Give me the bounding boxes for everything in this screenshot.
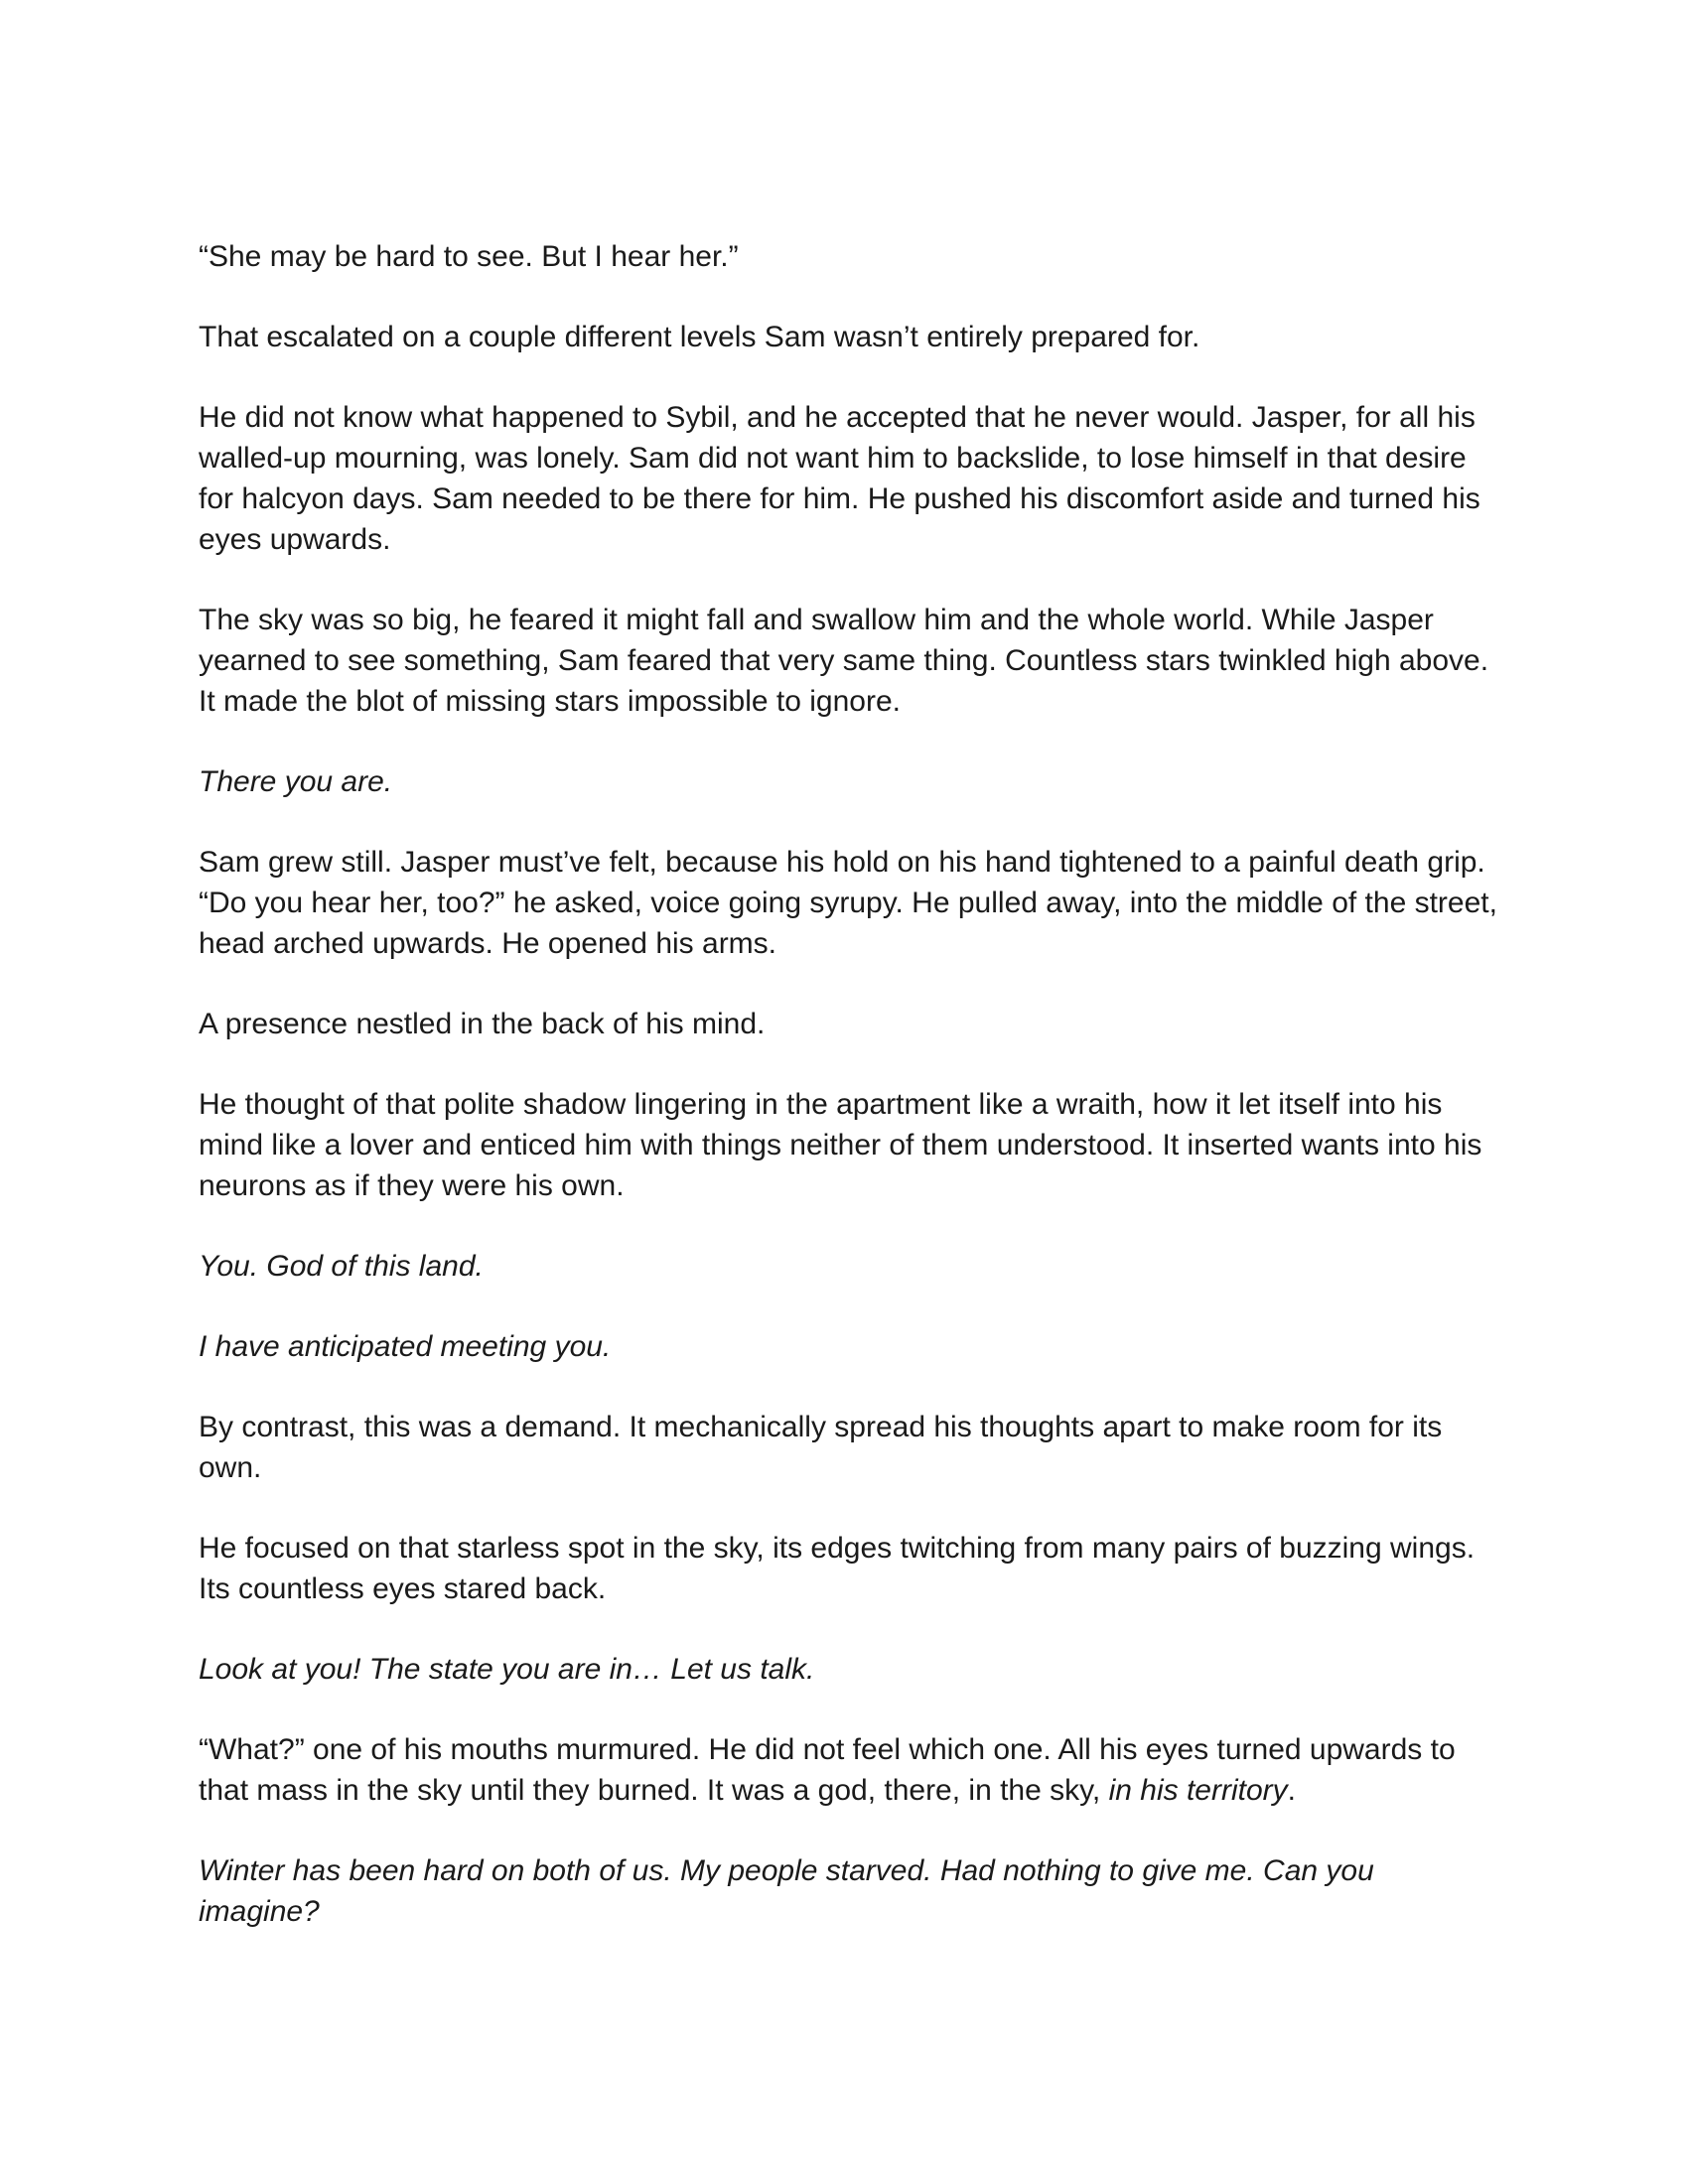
paragraph: By contrast, this was a demand. It mechanically spread his thoughts apart to make room for its own.	[199, 1411, 1443, 1484]
paragraph-text: .	[1287, 1774, 1296, 1807]
paragraph: He focused on that starless spot in the sky, its edges twitching from many pairs of buzzing wings. Its countless eyes stared back.	[199, 1532, 1476, 1605]
paragraph: Sam grew still. Jasper must’ve felt, because his hold on his hand tightened to a painful death grip. “Do you hear her, too?” he asked, voice going syrupy. He pulled away, into the middle of the street, head arched upwards. He opened his arms.	[199, 846, 1497, 960]
paragraph-text: “What?” one of his mouths murmured. He did not feel which one. All his eyes turned upwards to that mass in the sky until they burned. It was a god, there, in the sky,	[199, 1733, 1456, 1807]
emphasis-text: in his territory	[1108, 1774, 1288, 1807]
paragraph: A presence nestled in the back of his mind.	[199, 1008, 766, 1040]
paragraph: The sky was so big, he feared it might fall and swallow him and the whole world. While Jasper yearned to see something, Sam feared that very same thing. Countless stars twinkled high above. It made the blot of missing stars impossible to ignore.	[199, 604, 1489, 718]
italic-thought-paragraph: Look at you! The state you are in… Let us talk.	[199, 1653, 815, 1686]
italic-thought-paragraph: Winter has been hard on both of us. My people starved. Had nothing to give me. Can you imagine?	[199, 1854, 1374, 1928]
paragraph: That escalated on a couple different levels Sam wasn’t entirely prepared for.	[199, 321, 1200, 353]
italic-thought-paragraph: There you are.	[199, 765, 393, 798]
italic-thought-paragraph: You. God of this land.	[199, 1250, 484, 1283]
paragraph: “She may be hard to see. But I hear her.”	[199, 240, 739, 273]
paragraph: He did not know what happened to Sybil, and he accepted that he never would. Jasper, for all his walled-up mourning, was lonely. Sam did not want him to backslide, to lose himself in that desire for halcyon days. Sam needed to be there for him. He pushed his discomfort aside and turned his eyes upwards.	[199, 401, 1480, 556]
italic-thought-paragraph: I have anticipated meeting you.	[199, 1330, 612, 1363]
document-body	[199, 236, 1499, 1972]
mixed-emphasis-paragraph	[199, 1729, 1499, 1811]
paragraph: He thought of that polite shadow lingering in the apartment like a wraith, how it let itself into his mind like a lover and enticed him with things neither of them understood. It inserted wants into his neurons as if they were his own.	[199, 1088, 1482, 1202]
